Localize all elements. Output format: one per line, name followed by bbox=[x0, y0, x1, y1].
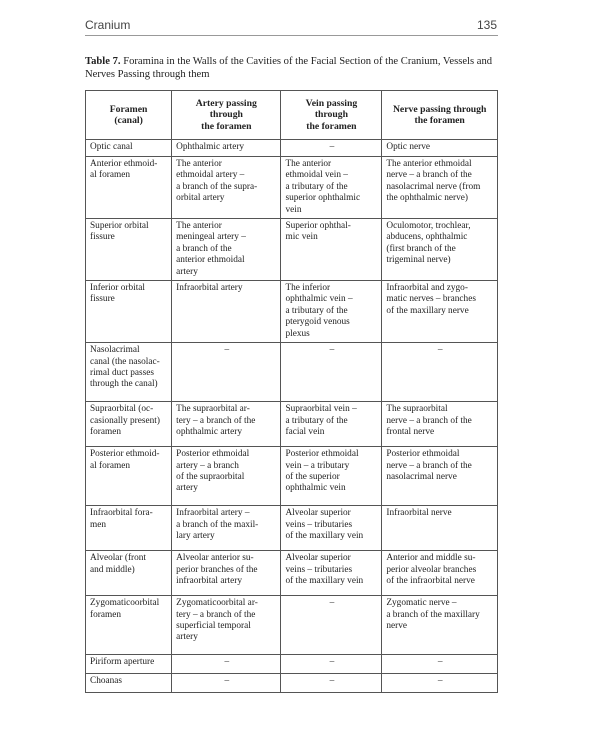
cell-foramen: Alveolar (front and middle) bbox=[86, 551, 172, 596]
cell-artery: – bbox=[172, 343, 281, 402]
column-header-vein bbox=[281, 91, 382, 140]
cell-nerve: Optic nerve bbox=[382, 140, 498, 157]
table-caption-text: Foramina in the Walls of the Cavities of the Facial Section of the Cranium, Vessels and Nerves Passing through them bbox=[85, 56, 493, 80]
cell-vein: – bbox=[281, 596, 382, 655]
column-header-foramen bbox=[86, 91, 172, 140]
header-rule bbox=[85, 35, 498, 36]
table-row bbox=[86, 157, 498, 219]
cell-foramen: Supraorbital (oc- casionally present) foramen bbox=[86, 402, 172, 447]
cell-artery: – bbox=[172, 655, 281, 674]
cell-artery: Zygomaticoorbital ar- tery – a branch of the superficial temporal artery bbox=[172, 596, 281, 655]
table-caption bbox=[85, 55, 505, 81]
table-row bbox=[86, 447, 498, 506]
cell-nerve: – bbox=[382, 343, 498, 402]
cell-foramen: Anterior ethmoid- al foramen bbox=[86, 157, 172, 219]
cell-vein: The anterior ethmoidal vein – a tributary of the superior ophthalmic vein bbox=[281, 157, 382, 219]
table-row bbox=[86, 140, 498, 157]
cell-nerve: Infraorbital nerve bbox=[382, 506, 498, 551]
cell-artery: The supraorbital ar- tery – a branch of the ophthalmic artery bbox=[172, 402, 281, 447]
cell-artery: – bbox=[172, 674, 281, 693]
cell-foramen: Piriform aperture bbox=[86, 655, 172, 674]
cell-nerve: Anterior and middle su- perior alveolar branches of the infraorbital nerve bbox=[382, 551, 498, 596]
cell-vein: The inferior ophthalmic vein – a tributary of the pterygoid venous plexus bbox=[281, 281, 382, 343]
cell-foramen: Nasolacrimal canal (the nasolac- rimal duct passes through the canal) bbox=[86, 343, 172, 402]
cell-foramen: Posterior ethmoid- al foramen bbox=[86, 447, 172, 506]
column-header-text: Foramen (canal) bbox=[109, 103, 148, 126]
cell-foramen: Choanas bbox=[86, 674, 172, 693]
cell-vein: Superior ophthal- mic vein bbox=[281, 219, 382, 281]
cell-vein: Supraorbital vein – a tributary of the facial vein bbox=[281, 402, 382, 447]
column-header-text: Artery passing through the foramen bbox=[195, 97, 257, 132]
cell-nerve: The anterior ethmoidal nerve – a branch of the nasolacrimal nerve (from the ophthalmic nerve) bbox=[382, 157, 498, 219]
table-caption-label: Table 7. bbox=[85, 56, 121, 67]
cell-artery: The anterior meningeal artery – a branch of the anterior ethmoidal artery bbox=[172, 219, 281, 281]
cell-artery: Infraorbital artery bbox=[172, 281, 281, 343]
table-row bbox=[86, 655, 498, 674]
table-row bbox=[86, 219, 498, 281]
cell-vein: – bbox=[281, 343, 382, 402]
cell-nerve: Posterior ethmoidal nerve – a branch of the nasolacrimal nerve bbox=[382, 447, 498, 506]
cell-nerve: Zygomatic nerve – a branch of the maxillary nerve bbox=[382, 596, 498, 655]
table-row bbox=[86, 281, 498, 343]
cell-nerve: Oculomotor, trochlear, abducens, ophthalmic (first branch of the trigeminal nerve) bbox=[382, 219, 498, 281]
column-header-nerve bbox=[382, 91, 498, 140]
cell-nerve: – bbox=[382, 655, 498, 674]
column-header-artery bbox=[172, 91, 281, 140]
cell-vein: Alveolar superior veins – tributaries of the maxillary vein bbox=[281, 506, 382, 551]
cell-foramen: Inferior orbital fissure bbox=[86, 281, 172, 343]
cell-foramen: Zygomaticoorbital foramen bbox=[86, 596, 172, 655]
table-row bbox=[86, 343, 498, 402]
cell-nerve: The supraorbital nerve – a branch of the frontal nerve bbox=[382, 402, 498, 447]
table-row bbox=[86, 551, 498, 596]
cell-vein: Alveolar superior veins – tributaries of the maxillary vein bbox=[281, 551, 382, 596]
table-row bbox=[86, 402, 498, 447]
cell-foramen: Superior orbital fissure bbox=[86, 219, 172, 281]
cell-artery: The anterior ethmoidal artery – a branch of the supra- orbital artery bbox=[172, 157, 281, 219]
cell-nerve: Infraorbital and zygo- matic nerves – branches of the maxillary nerve bbox=[382, 281, 498, 343]
cell-artery: Infraorbital artery – a branch of the maxil- lary artery bbox=[172, 506, 281, 551]
table-row bbox=[86, 506, 498, 551]
cell-foramen: Infraorbital fora- men bbox=[86, 506, 172, 551]
page-number: 135 bbox=[476, 18, 497, 32]
table-header-row bbox=[86, 91, 498, 140]
cell-foramen: Optic canal bbox=[86, 140, 172, 157]
cell-vein: – bbox=[281, 140, 382, 157]
cell-artery: Ophthalmic artery bbox=[172, 140, 281, 157]
column-header-text: Vein passing through the foramen bbox=[305, 97, 358, 132]
running-title: Cranium bbox=[85, 18, 131, 32]
cell-nerve: – bbox=[382, 674, 498, 693]
cell-vein: – bbox=[281, 674, 382, 693]
table-row bbox=[86, 596, 498, 655]
cell-vein: – bbox=[281, 655, 382, 674]
cell-artery: Posterior ethmoidal artery – a branch of the supraorbital artery bbox=[172, 447, 281, 506]
foramina-table bbox=[85, 90, 498, 693]
cell-vein: Posterior ethmoidal vein – a tributary of the superior ophthalmic vein bbox=[281, 447, 382, 506]
cell-artery: Alveolar anterior su- perior branches of the infraorbital artery bbox=[172, 551, 281, 596]
table-row bbox=[86, 674, 498, 693]
column-header-text: Nerve passing through the foramen bbox=[392, 103, 487, 126]
